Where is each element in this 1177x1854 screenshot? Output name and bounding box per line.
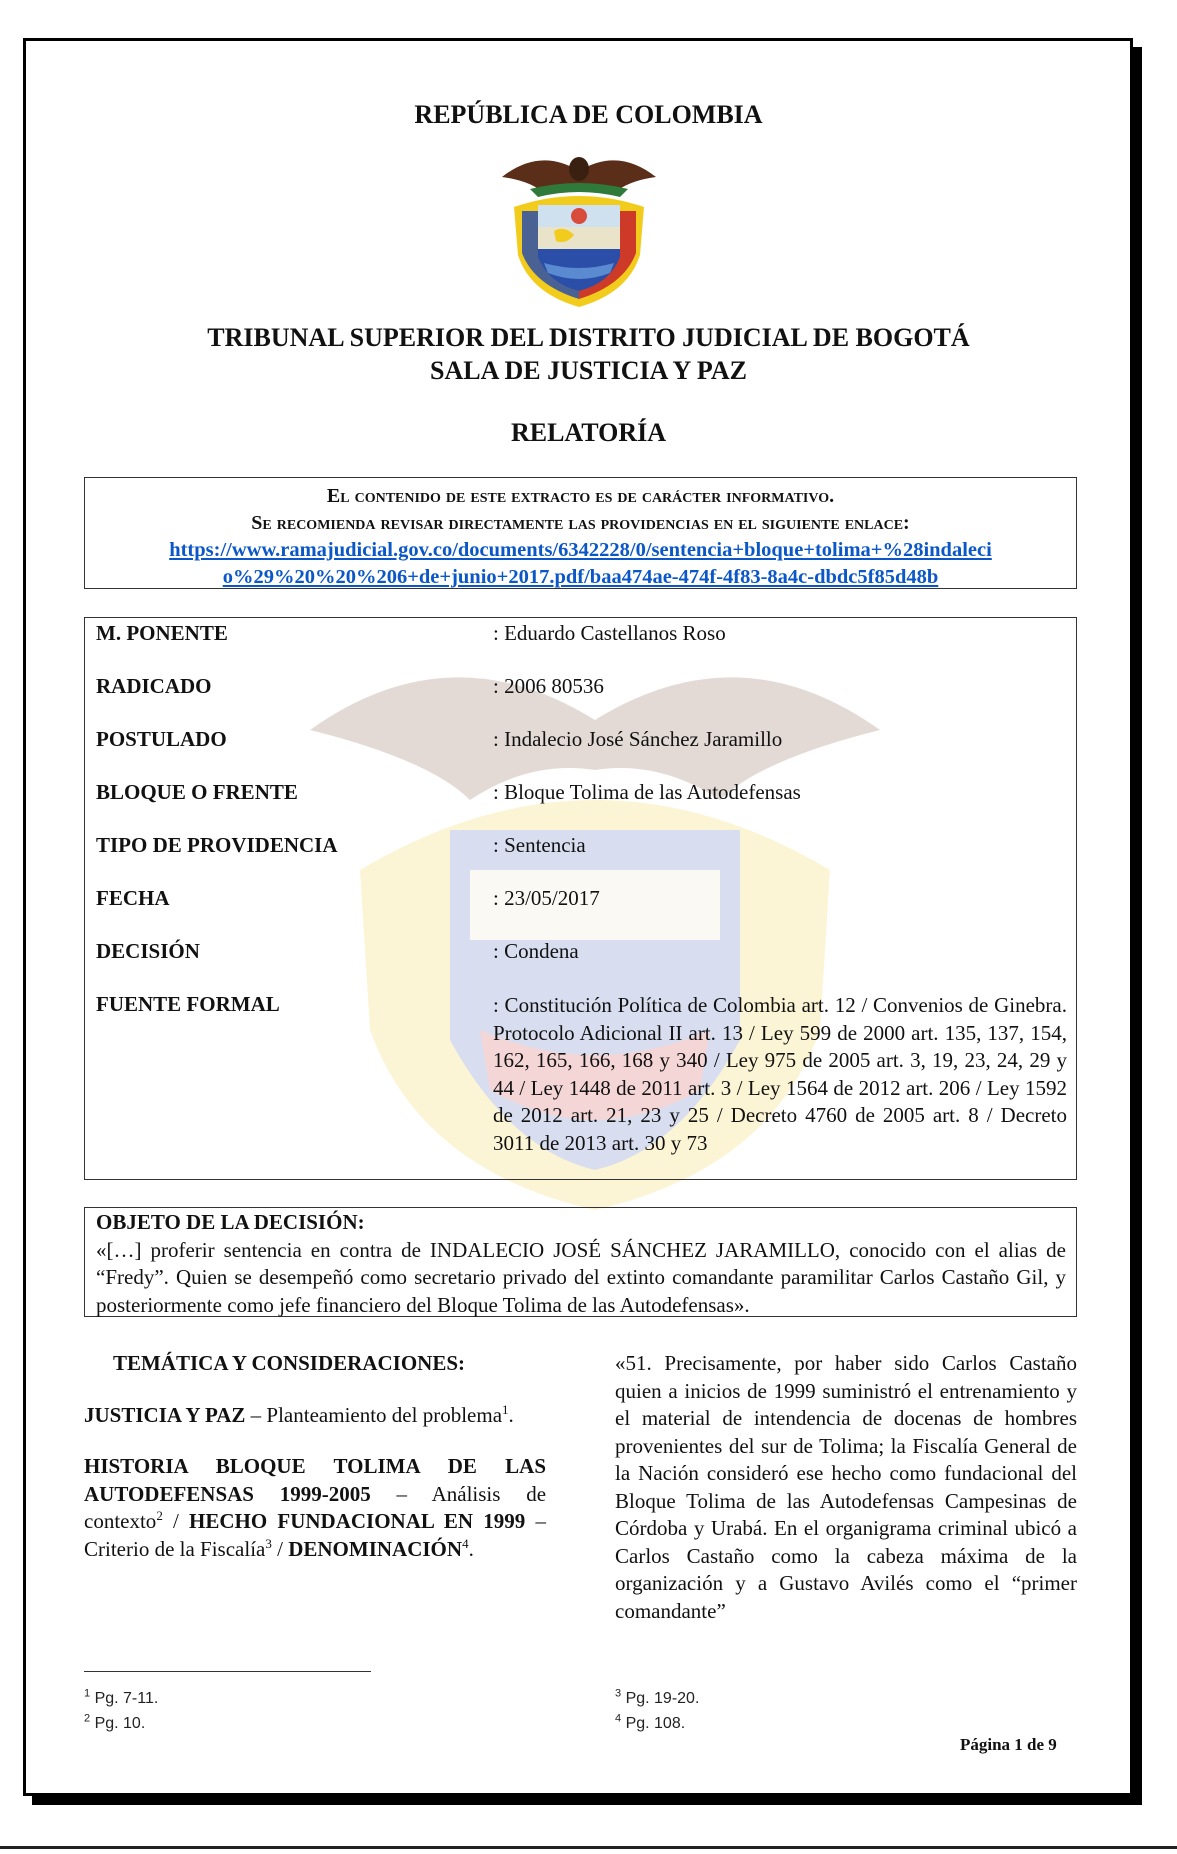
postulado-label: POSTULADO <box>96 727 227 751</box>
footnote-1 <box>84 1687 159 1708</box>
fuente-value: : Constitución Política de Colombia art. 12 / Convenios de Ginebra. Protocolo Adicional II art. 13 / Ley 599 de 2000 art. 135, 137, 154, 162, 165, 166, 168 y 340 / Ley 975 de 2005 art. 3, 19, 23, 24, 29 y 44 / Ley 1448 de 2011 art. 3 / Ley 1564 de 2012 art. 206 / Ley 1592 de 2012 art. 21, 23 y 25 / Decreto 4760 de 2005 art. 8 / Decreto 3011 de 2013 art. 30 y 73 <box>493 993 1067 1155</box>
bloque-value: : Bloque Tolima de las Autodefensas <box>493 780 801 804</box>
topic-2-keyword-3: DENOMINACIÓN <box>288 1536 463 1561</box>
objeto-text: «[…] proferir sentencia en contra de INDALECIO JOSÉ SÁNCHEZ JARAMILLO, conocido con el alias de “Fredy”. Quien se desempeñó como secretario privado del extinto comandante paramilitar Carlos Castaño Gil, y posteriormente como jefe financiero del Bloque Tolima de las Autodefensas». <box>96 1237 1066 1317</box>
footnote-1-number: 1 <box>84 1687 91 1700</box>
disclaimer-line-1: El contenido de este extracto es de carácter informativo. <box>326 485 835 507</box>
footnote-1-text: Pg. 7-11. <box>90 1690 159 1707</box>
footnote-ref-4: 4 <box>462 1535 469 1551</box>
footnote-separator <box>84 1671 371 1672</box>
footnote-4 <box>615 1712 686 1733</box>
ponente-label: M. PONENTE <box>96 621 228 645</box>
footnote-ref-1: 1 <box>502 1401 509 1417</box>
fecha-value: : 23/05/2017 <box>493 886 600 910</box>
page-number: Página 1 de 9 <box>960 1735 1057 1754</box>
objeto-title: OBJETO DE LA DECISIÓN: <box>96 1210 365 1234</box>
left-column <box>84 1350 546 1587</box>
footnote-4-number: 4 <box>615 1712 622 1725</box>
case-info-table <box>84 617 1077 1180</box>
footnote-3-text: Pg. 19-20. <box>621 1690 700 1707</box>
ruling-link-line-2[interactable]: o%29%20%20%206+de+junio+2017.pdf/baa474ae-474f-4f83-8a4c-dbdc5f85d48b <box>222 566 939 588</box>
tipo-label: TIPO DE PROVIDENCIA <box>96 833 338 857</box>
topic-2-text-2: – Criterio de la Fiscalía <box>84 1509 546 1561</box>
decision-label: DECISIÓN <box>96 939 200 963</box>
decision-value: : Condena <box>493 939 579 963</box>
topic-paragraph-1 <box>84 1402 546 1430</box>
postulado-value: : Indalecio José Sánchez Jaramillo <box>493 727 783 751</box>
tribunal-heading <box>0 321 1177 387</box>
fecha-label: FECHA <box>96 886 170 910</box>
topic-2-end: . <box>468 1536 474 1561</box>
right-column <box>615 1350 1077 1625</box>
topic-2-separator-2: / <box>271 1536 289 1561</box>
ponente-value: : Eduardo Castellanos Roso <box>493 621 726 645</box>
objeto-box <box>84 1207 1077 1317</box>
disclaimer-line-2: Se recomienda revisar directamente las providencias en el siguiente enlace: <box>251 512 910 534</box>
radicado-label: RADICADO <box>96 674 212 698</box>
footnote-2 <box>84 1712 146 1733</box>
topic-2-text-1: – Análisis de contexto <box>84 1481 547 1533</box>
ruling-link-line-1[interactable]: https://www.ramajudicial.gov.co/documents/6342228/0/sentencia+bloque+tolima+%28indaleci <box>169 539 992 561</box>
topic-1-end: . <box>508 1402 514 1427</box>
footnote-4-text: Pg. 108. <box>621 1715 686 1732</box>
topic-2-keyword-1: HISTORIA BLOQUE TOLIMA DE LAS AUTODEFENSAS 1999-2005 <box>84 1454 546 1506</box>
footnote-ref-3: 3 <box>265 1535 272 1551</box>
republic-heading: REPÚBLICA DE COLOMBIA <box>414 100 763 129</box>
topic-2-keyword-2: HECHO FUNDACIONAL EN 1999 <box>189 1509 526 1533</box>
sala-name: SALA DE JUSTICIA Y PAZ <box>430 356 747 385</box>
footnote-3-number: 3 <box>615 1687 622 1700</box>
topic-1-keyword: JUSTICIA Y PAZ <box>84 1402 246 1427</box>
footnote-ref-2: 2 <box>156 1508 163 1523</box>
footnote-3 <box>615 1687 700 1708</box>
bottom-divider <box>0 1846 1177 1849</box>
tribunal-name: TRIBUNAL SUPERIOR DEL DISTRITO JUDICIAL DE BOGOTÁ <box>207 323 970 352</box>
radicado-value: : 2006 80536 <box>493 674 604 698</box>
bloque-label: BLOQUE O FRENTE <box>96 780 298 804</box>
quote-paragraph: «51. Precisamente, por haber sido Carlos Castaño quien a inicios de 1999 suministró el entrenamiento y el material de intendencia de docenas de hombres provenientes del sur de Tolima; la Fiscalía General de la Nación consideró ese hecho como fundacional del Bloque Tolima de las Autodefensas Campesinas de Córdoba y Urabá. En el organigrama criminal ubicó a Carlos Castaño como la cabeza máxima de la organización y a Gustavo Avilés como el “primer comandante” <box>615 1351 1077 1623</box>
footnote-2-text: Pg. 10. <box>90 1715 146 1732</box>
disclaimer-box <box>84 477 1077 589</box>
relatoria-heading: RELATORÍA <box>510 418 667 447</box>
tematica-title: TEMÁTICA Y CONSIDERACIONES: <box>113 1351 465 1375</box>
coat-of-arms-emblem <box>500 145 658 310</box>
topic-paragraph-2 <box>84 1453 546 1563</box>
tipo-value: : Sentencia <box>493 833 586 857</box>
footnote-2-number: 2 <box>84 1712 91 1725</box>
topic-1-text: – Planteamiento del problema <box>245 1402 503 1427</box>
fuente-label: FUENTE FORMAL <box>96 992 280 1016</box>
topic-2-separator-1: / <box>162 1509 190 1533</box>
